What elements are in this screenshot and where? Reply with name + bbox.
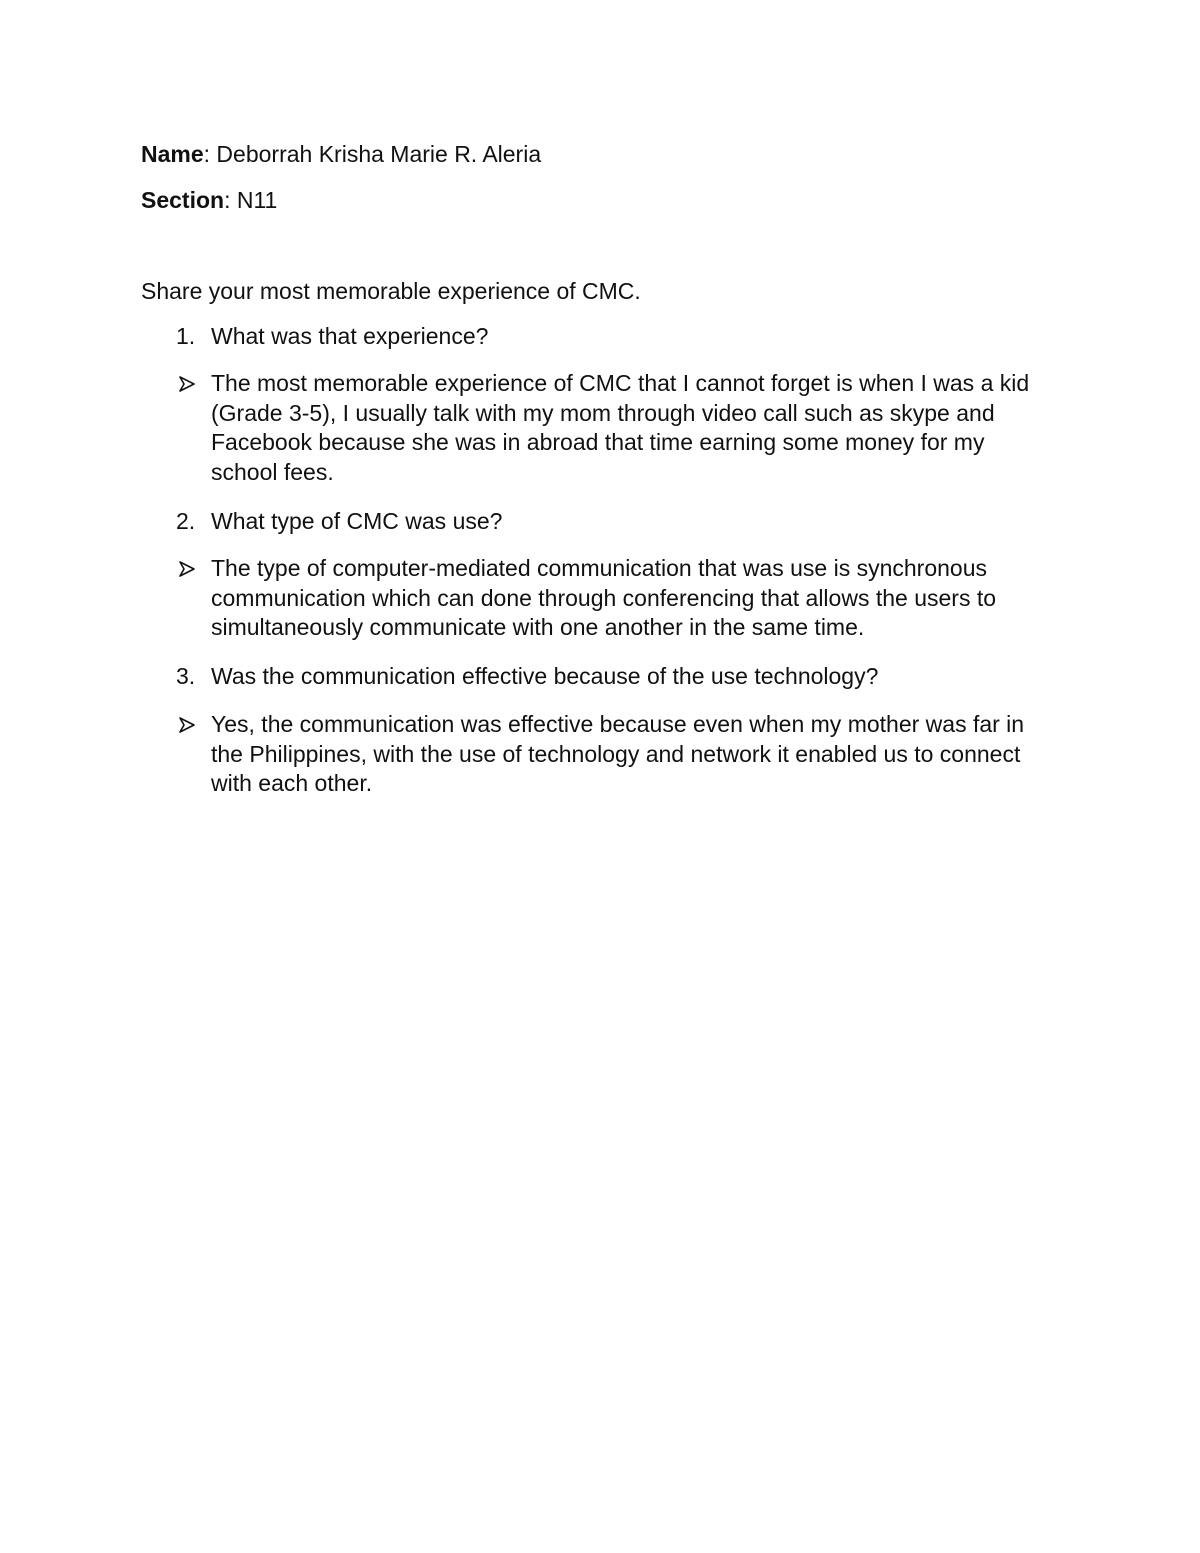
answer-line: The most memorable experience of CMC that I cannot forget is when I was a kid — [211, 370, 1030, 396]
name-value: : Deborrah Krisha Marie R. Aleria — [203, 141, 542, 167]
answer-line: school fees. — [211, 458, 334, 485]
answer-block — [211, 554, 996, 643]
question-number: 3. — [176, 663, 196, 689]
question-text: What type of CMC was use? — [211, 508, 503, 534]
answer-block — [211, 710, 1024, 799]
arrowhead-bullet-icon — [178, 560, 196, 578]
arrowhead-bullet-icon — [178, 716, 196, 734]
answer-line: with each other. — [211, 770, 373, 796]
answer-line: The type of computer-mediated communication that was use is synchronous — [211, 555, 987, 581]
question-number: 1. — [176, 323, 196, 349]
answer-line: simultaneously communicate with one another in the same time. — [211, 614, 865, 640]
question-text: Was the communication effective because of the use technology? — [211, 663, 879, 689]
answer-line: Facebook because she was in abroad that time earning some money for my — [211, 429, 985, 455]
name-label: Name — [141, 141, 204, 167]
section-label: Section — [141, 187, 225, 213]
question-number: 2. — [176, 508, 196, 534]
name-line — [141, 140, 541, 170]
prompt-text: Share your most memorable experience of CMC. — [141, 278, 641, 304]
answer-line: the Philippines, with the use of technology and network it enabled us to connect — [211, 740, 1021, 767]
section-value: : N11 — [224, 187, 278, 213]
answer-line: Yes, the communication was effective because even when my mother was far in — [211, 711, 1025, 737]
question-text: What was that experience? — [211, 323, 489, 349]
answer-block — [211, 369, 1029, 487]
answer-line: communication which can done through conferencing that allows the users to — [211, 584, 997, 611]
section-line — [141, 186, 277, 216]
answer-line: (Grade 3-5), I usually talk with my mom through video call such as skype and — [211, 399, 995, 426]
arrowhead-bullet-icon — [178, 375, 196, 393]
